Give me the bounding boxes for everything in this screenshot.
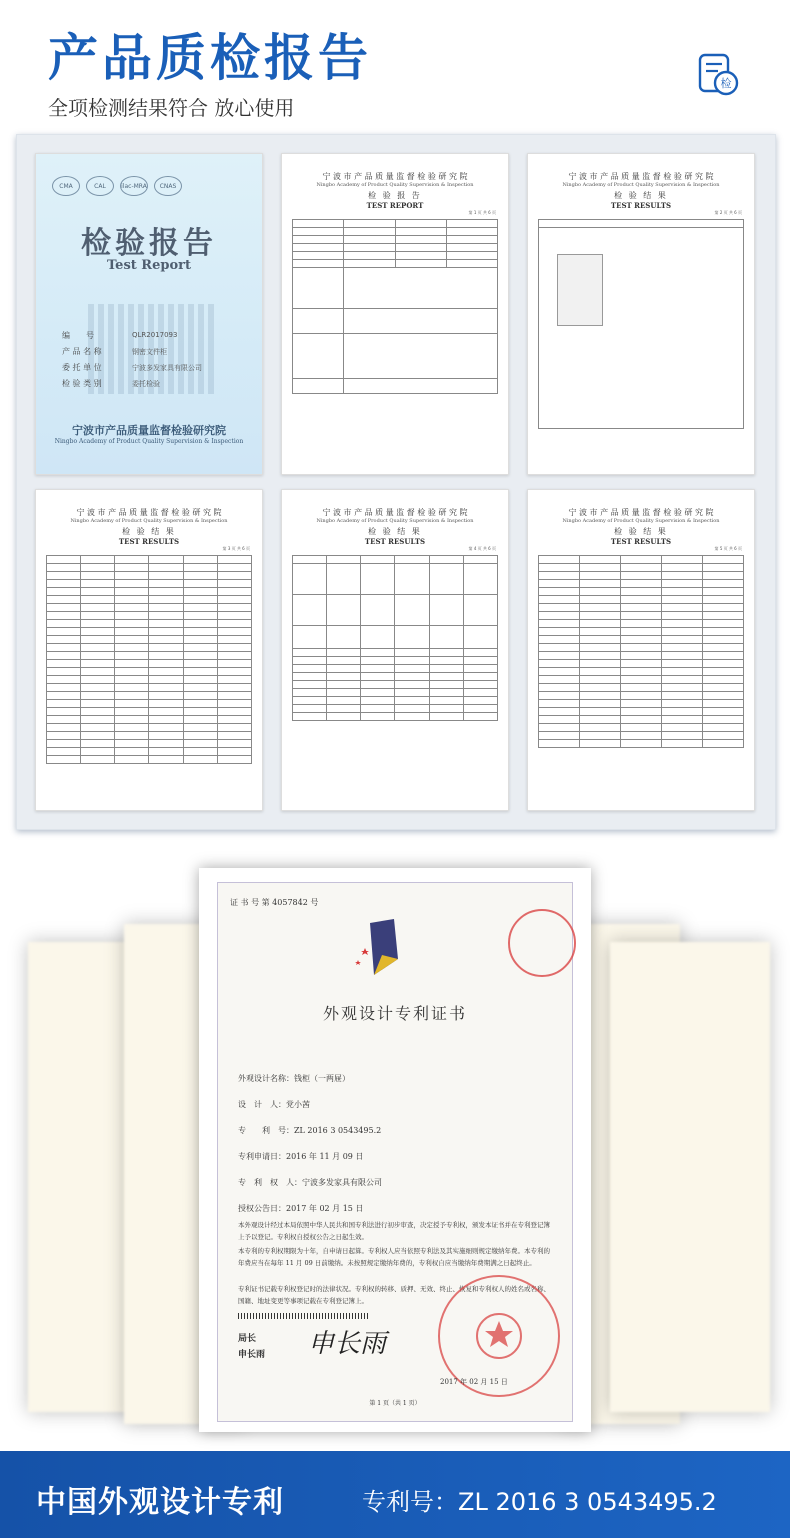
institute-name-en: Ningbo Academy of Product Quality Supervision & Inspection <box>562 518 720 524</box>
cover-title-en: Test Report <box>107 258 191 273</box>
background-certificate <box>610 942 770 1412</box>
cover-field-value: 宁波多发家具有限公司 <box>132 364 202 372</box>
official-seal-top <box>508 909 576 977</box>
report-table <box>538 219 744 429</box>
report-page <box>281 153 509 475</box>
report-page-title-en: TEST REPORT <box>366 201 424 210</box>
institute-name: 宁 波 市 产 品 质 量 监 督 检 验 研 究 院 <box>76 508 222 517</box>
institute-name-en: Ningbo Academy of Product Quality Supervision & Inspection <box>70 518 228 524</box>
report-page-title-en: TEST RESULTS <box>118 537 180 546</box>
seal-date: 2017 年 02 月 15 日 <box>440 1378 508 1386</box>
patent-field: 专 利 号：ZL 2016 3 0543495.2 <box>238 1126 382 1135</box>
page-title: 产品质检报告 <box>48 29 372 87</box>
cover-institute: 宁波市产品质量监督检验研究院 <box>72 424 226 437</box>
certificate-paragraph: 专利证书记载专利权登记时的法律状况。专利权的转移、质押、无效、终止、恢复和专利权人的姓名或名称、国籍、地址变更等事项记载在专利登记簿上。 <box>238 1285 550 1305</box>
institute-name: 宁 波 市 产 品 质 量 监 督 检 验 研 究 院 <box>322 172 468 181</box>
cnas-logo: CNAS <box>154 176 182 196</box>
page-number: 第 2 页 共 6 页 <box>714 210 742 215</box>
cover-field-value: 钢密文件柜 <box>132 348 167 356</box>
cma-logo: CMA <box>52 176 80 196</box>
report-page-title: 检 验 结 果 <box>614 191 668 200</box>
footer-patent-number: 专利号：ZL 2016 3 0543495.2 <box>362 1488 717 1516</box>
institute-name: 宁 波 市 产 品 质 量 监 督 检 验 研 究 院 <box>568 172 714 181</box>
icon-label: 检 <box>720 77 732 90</box>
patent-field: 设 计 人：党小茜 <box>238 1100 310 1109</box>
report-table <box>538 555 744 748</box>
page-number: 第 1 页 共 6 页 <box>468 210 496 215</box>
certificate-paragraph: 本专利的专利权期限为十年，自申请日起算。专利权人应当依照专利法及其实施细则规定缴纳年费。本专利的年费应当在每年 11 月 09 日前缴纳。未按照规定缴纳年费的，专利权自应当缴纳年费期满之日起终止。 <box>238 1247 550 1267</box>
report-table <box>46 555 252 764</box>
footer-banner <box>0 1451 790 1538</box>
page-number: 第 3 页 共 6 页 <box>222 546 250 551</box>
report-page-title-en: TEST RESULTS <box>610 201 672 210</box>
patent-field: 专利申请日：2016 年 11 月 09 日 <box>238 1152 364 1161</box>
certificate-number: 证 书 号 第 4057842 号 <box>230 898 319 907</box>
patent-certificate <box>199 868 591 1432</box>
institute-name-en: Ningbo Academy of Product Quality Supervision & Inspection <box>316 518 474 524</box>
institute-name-en: Ningbo Academy of Product Quality Supervision & Inspection <box>316 182 474 188</box>
cover-field-label: 编 号 <box>62 331 94 340</box>
cover-field-value: 委托检验 <box>132 380 160 388</box>
certificate-title: 外观设计专利证书 <box>322 1004 467 1023</box>
cal-logo: CAL <box>86 176 114 196</box>
footer-title: 中国外观设计专利 <box>36 1485 284 1520</box>
certificate-paragraph: 本外观设计经过本局依照中华人民共和国专利法进行初步审查，决定授予专利权，颁发本证书并在专利登记簿上予以登记。专利权自授权公告之日起生效。 <box>238 1221 550 1241</box>
report-table <box>292 219 498 394</box>
inspection-report-icon <box>696 52 742 98</box>
cover-institute-en: Ningbo Academy of Product Quality Supervision & Inspection <box>54 438 244 445</box>
certificate-page: 第 1 页（共 1 页） <box>369 1400 421 1407</box>
barcode <box>238 1313 368 1319</box>
report-page <box>35 489 263 811</box>
patent-field: 专 利 权 人：宁波多发家具有限公司 <box>238 1178 382 1187</box>
patent-field: 外观设计名称：钱柜（一两屉） <box>238 1074 350 1083</box>
patent-field: 授权公告日：2017 年 02 月 15 日 <box>238 1204 364 1213</box>
report-page <box>527 489 755 811</box>
cover-field-label: 产 品 名 称 <box>62 347 102 356</box>
report-page-title: 检 验 报 告 <box>368 191 422 200</box>
signer-name: 申长雨 <box>238 1350 266 1360</box>
signer-role: 局长 <box>238 1334 257 1344</box>
report-table <box>292 555 498 721</box>
cover-field-label: 检 验 类 别 <box>62 379 102 388</box>
institute-name: 宁 波 市 产 品 质 量 监 督 检 验 研 究 院 <box>322 508 468 517</box>
page-number: 第 4 页 共 6 页 <box>468 546 496 551</box>
cover-title: 检验报告 <box>81 226 217 261</box>
page-subtitle: 全项检测结果符合 放心使用 <box>48 96 295 120</box>
report-page <box>527 153 755 475</box>
report-page-title-en: TEST RESULTS <box>610 537 672 546</box>
cover-field-value: QLR2017093 <box>132 331 178 339</box>
cover-field-label: 委 托 单 位 <box>62 363 102 372</box>
report-page-title: 检 验 结 果 <box>122 527 176 536</box>
cabinet-photo <box>557 254 603 326</box>
ilac-logo: ilac-MRA <box>120 176 148 196</box>
report-page-title: 检 验 结 果 <box>368 527 422 536</box>
page-number: 第 5 页 共 6 页 <box>714 546 742 551</box>
cert-logos <box>52 176 182 196</box>
reports-panel <box>16 134 776 830</box>
report-page <box>281 489 509 811</box>
certificate-border <box>217 882 573 1422</box>
report-page-title-en: TEST RESULTS <box>364 537 426 546</box>
report-page-title: 检 验 结 果 <box>614 527 668 536</box>
report-cover <box>35 153 263 475</box>
institute-name: 宁 波 市 产 品 质 量 监 督 检 验 研 究 院 <box>568 508 714 517</box>
institute-name-en: Ningbo Academy of Product Quality Supervision & Inspection <box>562 182 720 188</box>
patent-office-emblem-icon <box>352 915 412 981</box>
handwritten-signature: 申长雨 <box>308 1329 387 1359</box>
